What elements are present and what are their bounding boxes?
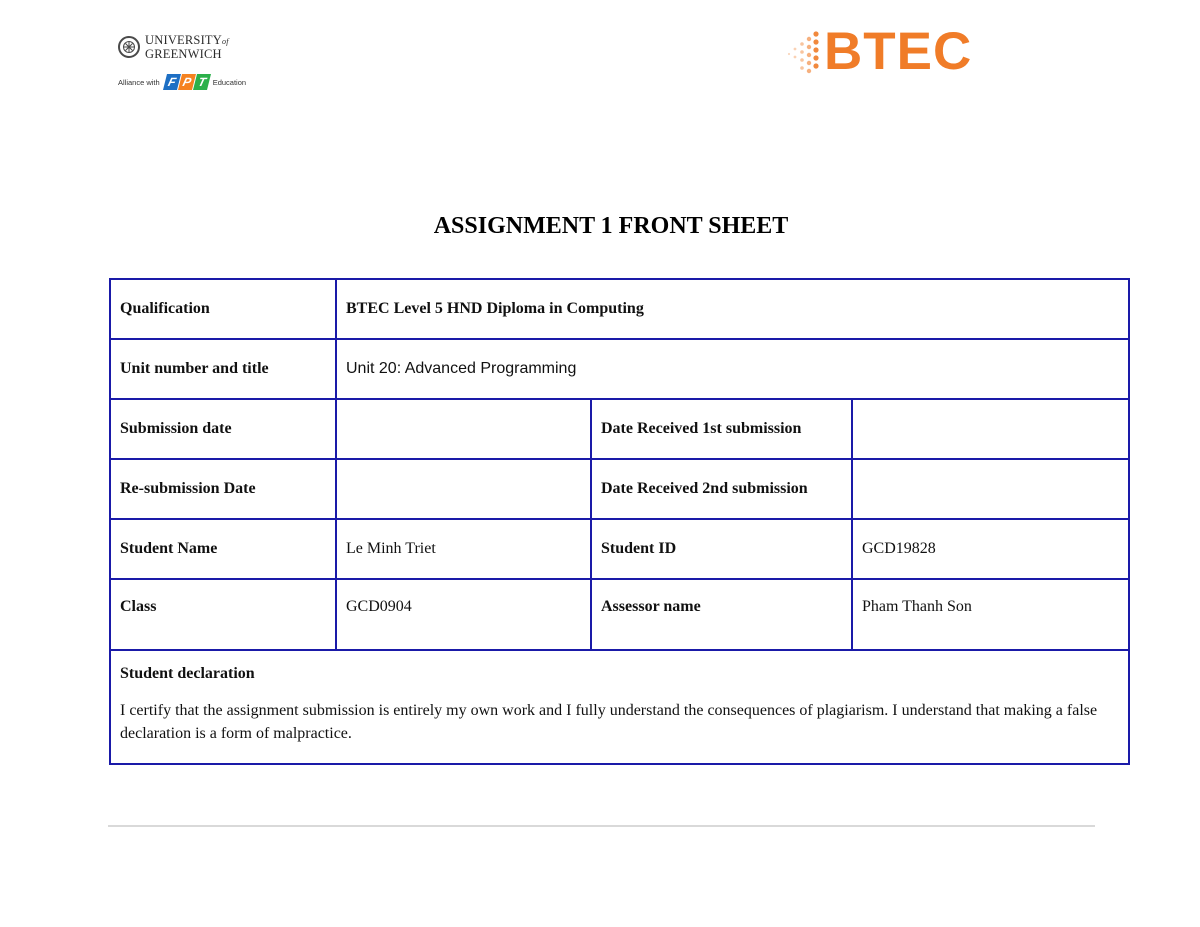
class-label: Class [110, 579, 336, 650]
class-value: GCD0904 [336, 579, 591, 650]
received-second-value[interactable] [852, 459, 1129, 519]
declaration-cell [110, 650, 1129, 764]
received-first-value[interactable] [852, 399, 1129, 459]
university-greenwich-logo [118, 34, 258, 94]
unit-label: Unit number and title [110, 339, 336, 399]
row-declaration [110, 650, 1129, 764]
university-name [145, 34, 229, 60]
row-submission [110, 399, 1129, 459]
resubmission-date-value[interactable] [336, 459, 591, 519]
university-of: of [222, 37, 229, 46]
submission-date-label: Submission date [110, 399, 336, 459]
received-second-label: Date Received 2nd submission [591, 459, 852, 519]
resubmission-date-label: Re-submission Date [110, 459, 336, 519]
university-line2: GREENWICH [145, 47, 222, 61]
university-wordmark [118, 34, 258, 60]
qualification-label: Qualification [110, 279, 336, 339]
university-seal-icon [118, 36, 140, 58]
front-sheet-table [109, 278, 1130, 765]
btec-wordmark: BTEC [824, 22, 973, 81]
student-name-label: Student Name [110, 519, 336, 579]
student-id-label: Student ID [591, 519, 852, 579]
row-student [110, 519, 1129, 579]
fpt-logo [165, 74, 210, 90]
student-name-value: Le Minh Triet [336, 519, 591, 579]
submission-date-value[interactable] [336, 399, 591, 459]
unit-value: Unit 20: Advanced Programming [336, 339, 1129, 399]
fpt-letter-f: F [163, 74, 181, 90]
alliance-suffix: Education [212, 77, 247, 87]
fpt-letter-p: P [178, 74, 196, 90]
qualification-value: BTEC Level 5 HND Diploma in Computing [336, 279, 1129, 339]
row-class [110, 579, 1129, 650]
page-title: ASSIGNMENT 1 FRONT SHEET [433, 213, 789, 239]
assessor-label: Assessor name [591, 579, 852, 650]
university-line1: UNIVERSITY [145, 33, 222, 47]
row-unit [110, 339, 1129, 399]
row-resubmission [110, 459, 1129, 519]
row-qualification [110, 279, 1129, 339]
alliance-prefix: Alliance with [118, 77, 160, 87]
declaration-text: I certify that the assignment submission is entirely my own work and I fully understand the consequences of plagiarism. I understand that making a false declaration is a form of malpractice. [120, 702, 1098, 742]
assessor-value: Pham Thanh Son [852, 579, 1129, 650]
declaration-title: Student declaration [120, 665, 255, 682]
received-first-label: Date Received 1st submission [591, 399, 852, 459]
btec-logo [786, 22, 972, 82]
page-divider [108, 825, 1095, 827]
fpt-letter-t: T [193, 74, 211, 90]
student-id-value: GCD19828 [852, 519, 1129, 579]
btec-dots-icon [786, 30, 822, 74]
fpt-alliance [118, 74, 258, 90]
